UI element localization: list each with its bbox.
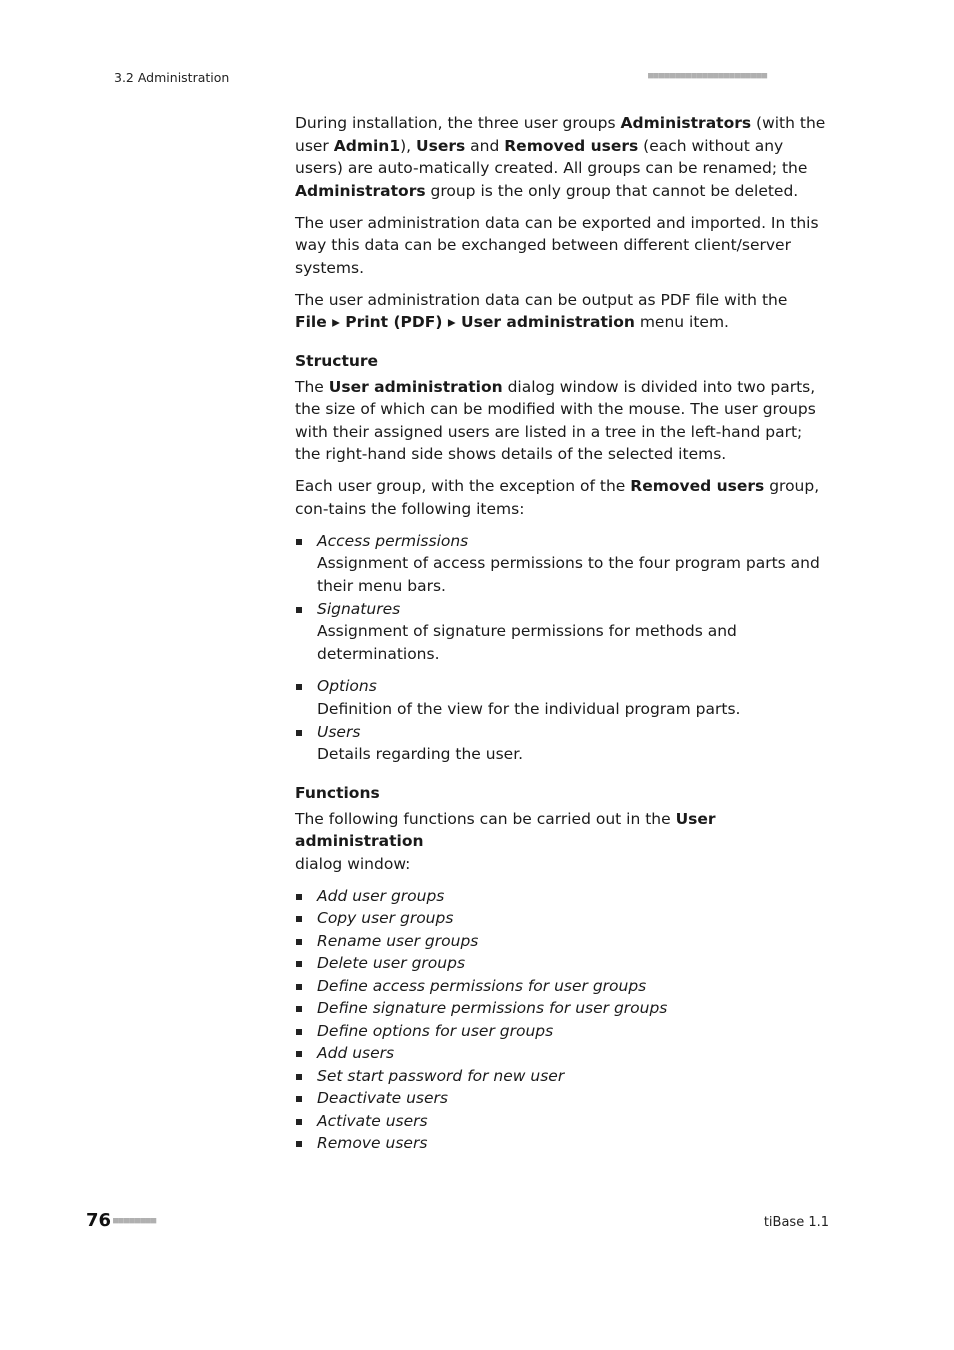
list-item [295,1065,831,1088]
function-label: Rename user groups [317,931,479,950]
bullet-icon [296,1074,302,1080]
bullet-icon [296,939,302,945]
bullet-icon [296,1006,302,1012]
text-span: group is the only group that cannot be deleted. [425,181,799,200]
intro-paragraph-1 [295,112,831,202]
text-span: The following functions can be carried out in the [295,809,676,828]
list-item [295,1020,831,1043]
bullet-icon [296,1096,302,1102]
page-number: 76 [86,1210,112,1231]
bold-term: Administrators [295,181,426,200]
bold-term: Removed users [630,477,765,495]
list-item [295,885,831,908]
bullet-icon [296,1141,302,1147]
function-label: Define access permissions for user groups [317,976,647,995]
text-span: The [295,377,329,396]
menu-path: File ▸ Print (PDF) ▸ User administration [295,313,635,331]
bullet-icon [296,684,302,690]
list-item [295,975,831,998]
function-label: Delete user groups [317,954,466,972]
bullet-icon [296,1119,302,1125]
list-item [295,952,831,975]
function-label: Activate users [317,1111,428,1130]
list-item [295,930,831,953]
item-description: Details regarding the user. [317,745,524,763]
item-description: Assignment of signature permissions for methods and determinations. [317,622,737,663]
function-label: Define options for user groups [317,1021,554,1040]
bullet-icon [296,984,302,990]
structure-heading: Structure [295,351,379,370]
bold-term: User administration [295,809,716,850]
page-body [295,112,831,1164]
bullet-icon [296,607,302,613]
function-label: Define signature permissions for user groups [317,999,668,1017]
text-span: (with the user [295,114,826,155]
bold-term: Removed users [504,136,639,155]
text-span: group, con-tains the following items: [295,477,820,518]
list-item [295,997,831,1020]
footer-decoration: ■■■■■■■■ [113,1216,157,1226]
functions-heading: Functions [295,783,380,802]
list-item [295,907,831,930]
text-span: menu item. [634,313,729,331]
bullet-icon [296,916,302,922]
intro-paragraph-3 [295,289,831,334]
text-span: ), [400,136,417,155]
structure-paragraph-2 [295,475,831,520]
text-span: dialog window: [295,854,411,873]
function-label: Deactivate users [317,1089,448,1107]
running-header-section: 3.2 Administration [114,70,230,85]
function-label: Add user groups [317,886,445,905]
item-title: Users [317,722,361,741]
item-title: Access permissions [317,531,469,550]
function-label: Add users [317,1044,395,1062]
bold-term: User administration [328,377,503,396]
item-description: Assignment of access permissions to the four program parts and their menu bars. [317,554,820,595]
list-item [295,598,831,666]
structure-paragraph-1 [295,376,831,466]
list-item [295,721,831,766]
text-span: dialog window is divided into two parts, the size of which can be modified with the mouse. The user groups with their assigned users are listed in a tree in the left-hand part; the right-hand side shows details of the selected items. [295,377,816,463]
text-span: Each user group, with the exception of the [295,477,631,495]
list-item [295,1110,831,1133]
function-label: Copy user groups [317,909,454,927]
bullet-icon [296,1051,302,1057]
text-span: The user administration data can be output as PDF file with the [295,290,788,309]
item-description: Definition of the view for the individual program parts. [317,699,741,718]
bold-term: Admin1 [333,136,401,155]
text-span: During installation, the three user groups [295,114,621,132]
list-item [295,1132,831,1155]
bold-term: Users [416,136,466,155]
functions-list [295,885,831,1155]
bullet-icon [296,1029,302,1035]
item-title: Options [317,677,377,695]
list-item [295,1087,831,1110]
running-header-decoration: ■■■■■■■■■■■■■■■■■■■■■■ [648,71,768,81]
list-item [295,675,831,720]
function-label: Remove users [317,1134,428,1152]
functions-paragraph-1 [295,808,831,876]
bullet-icon [296,539,302,545]
list-item [295,530,831,598]
function-label: Set start password for new user [317,1066,565,1085]
bullet-icon [296,894,302,900]
structure-item-list [295,530,831,766]
list-item [295,1042,831,1065]
bold-term: Administrators [620,114,752,132]
text-span: (each without any users) are auto-matically created. All groups can be renamed; the [295,136,808,177]
text-span: and [465,136,505,155]
bullet-icon [296,961,302,967]
item-title: Signatures [317,599,401,618]
footer-product-name: tiBase 1.1 [763,1215,829,1230]
bullet-icon [296,730,302,736]
intro-paragraph-2: The user administration data can be exported and imported. In this way this data can be exchanged between different client/server systems. [295,213,819,277]
